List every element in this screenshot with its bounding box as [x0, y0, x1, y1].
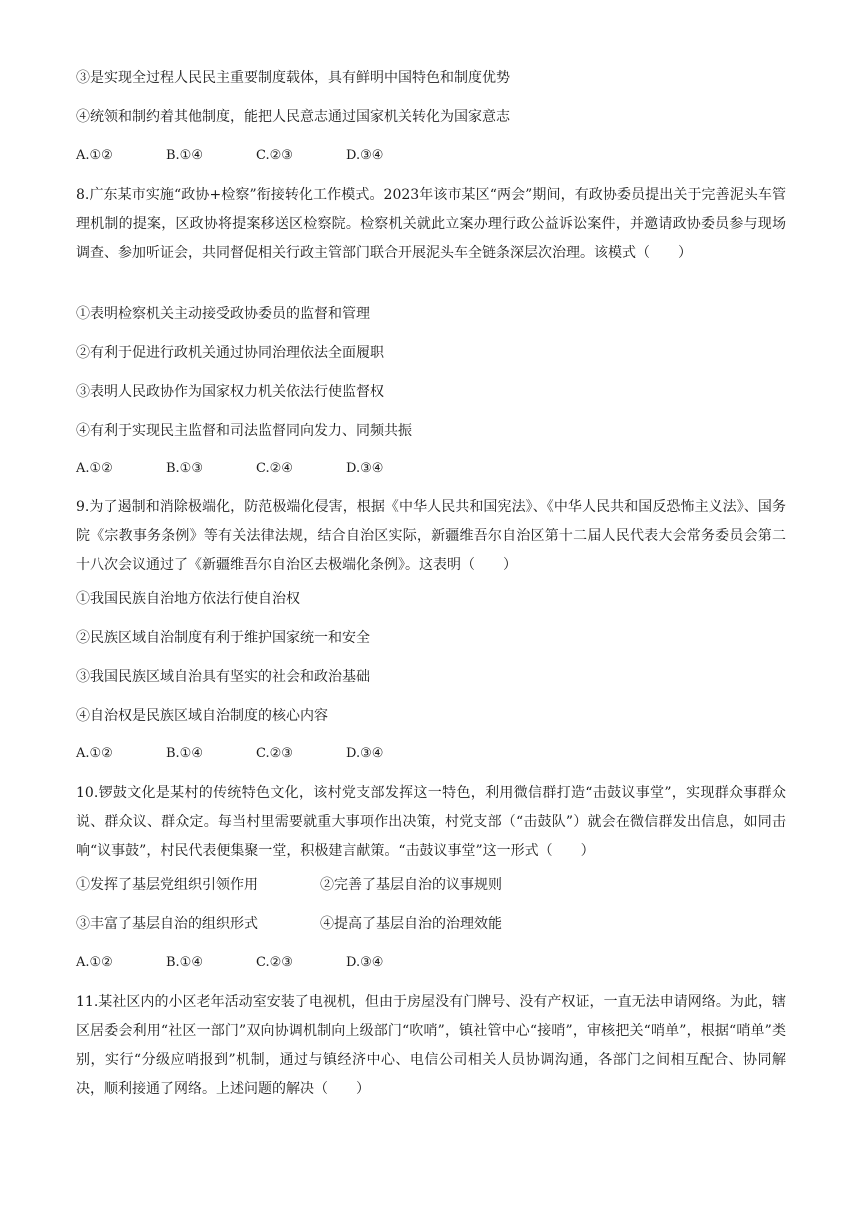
choice-a: A.①② [76, 461, 113, 476]
choice-b: B.①③ [166, 461, 203, 476]
choice-c: C.②④ [256, 461, 293, 476]
q10-statement-4: ④提高了基层自治的治理效能 [320, 916, 502, 932]
q9-statement-1: ①我国民族自治地方依法行使自治权 [76, 591, 300, 607]
q11-stem: 11.某社区内的小区老年活动室安装了电视机，但由于房屋没有门牌号、没有产权证，一直无法申请网络。为此，辖区居委会利用“社区一部门”双向协调机制向上级部门“吹哨”，镇社管中心“接哨”，审核把关“哨单”，根据“哨单”类别，实行“分级应哨报到”机制，通过与镇经济中心、电信公司相关人员协调沟通，各部门之间相互配合、协同解决，顺利接通了网络。上述问题的解决（ ） [76, 994, 786, 1097]
q10-statements-row-1 [76, 875, 502, 895]
q10-statement-1: ①发挥了基层党组织引领作用 [76, 877, 258, 893]
q10-stem: 10.锣鼓文化是某村的传统特色文化，该村党支部发挥这一特色，利用微信群打造“击鼓议事堂”，实现群众事群众说、群众议、群众定。每当村里需要就重大事项作出决策，村党支部（“击鼓队”）就会在微信群发出信息，如同击响“议事鼓”，村民代表便集聚一堂，积极建言献策。“击鼓议事堂”这一形式（ ） [76, 785, 786, 859]
choice-c: C.②③ [256, 746, 293, 761]
q9-statement-3: ③我国民族区域自治具有坚实的社会和政治基础 [76, 669, 370, 685]
q9-choices [76, 744, 436, 764]
q8-statement-3: ③表明人民政协作为国家权力机关依法行使监督权 [76, 384, 384, 400]
q9-statement-4: ④自治权是民族区域自治制度的核心内容 [76, 708, 328, 724]
q8-choices [76, 459, 436, 479]
choice-a: A.①② [76, 148, 113, 163]
choice-a: A.①② [76, 746, 113, 761]
choice-b: B.①④ [166, 955, 203, 970]
q7-statement-3: ③是实现全过程人民民主重要制度载体，具有鲜明中国特色和制度优势 [76, 70, 510, 86]
q8-stem: 8.广东某市实施“政协+检察”衔接转化工作模式。2023年该市某区“两会”期间，有政协委员提出关于完善泥头车管理机制的提案，区政协将提案移送区检察院。检察机关就此立案办理行政公益诉讼案件，并邀请政协委员参与现场调查、参加听证会，共同督促相关行政主管部门联合开展泥头车全链条深层次治理。该模式（ ） [76, 187, 786, 261]
q8-statement-1: ①表明检察机关主动接受政协委员的监督和管理 [76, 306, 370, 322]
q10-choices [76, 953, 436, 973]
choice-c: C.②③ [256, 148, 293, 163]
choice-b: B.①④ [166, 148, 203, 163]
q9-stem: 9.为了遏制和消除极端化，防范极端化侵害，根据《中华人民共和国宪法》、《中华人民共和国反恐怖主义法》、国务院《宗教事务条例》等有关法律法规，结合自治区实际，新疆维吾尔自治区第十二届人民代表大会常务委员会第二十八次会议通过了《新疆维吾尔自治区去极端化条例》。这表明（ ） [76, 499, 786, 573]
q10-statement-2: ②完善了基层自治的议事规则 [320, 877, 502, 893]
q7-statement-4: ④统领和制约着其他制度，能把人民意志通过国家机关转化为国家意志 [76, 109, 510, 125]
choice-d: D.③④ [346, 461, 384, 476]
q8-statement-4: ④有利于实现民主监督和司法监督同向发力、同频共振 [76, 423, 412, 439]
choice-a: A.①② [76, 955, 113, 970]
q10-statement-3: ③丰富了基层自治的组织形式 [76, 916, 258, 932]
choice-d: D.③④ [346, 746, 384, 761]
q8-statement-2: ②有利于促进行政机关通过协同治理依法全面履职 [76, 345, 384, 361]
choice-b: B.①④ [166, 746, 203, 761]
q10-statements-row-2 [76, 914, 502, 934]
choice-d: D.③④ [346, 148, 384, 163]
choice-d: D.③④ [346, 955, 384, 970]
q9-statement-2: ②民族区域自治制度有利于维护国家统一和安全 [76, 630, 370, 646]
q7-choices [76, 146, 436, 166]
choice-c: C.②③ [256, 955, 293, 970]
